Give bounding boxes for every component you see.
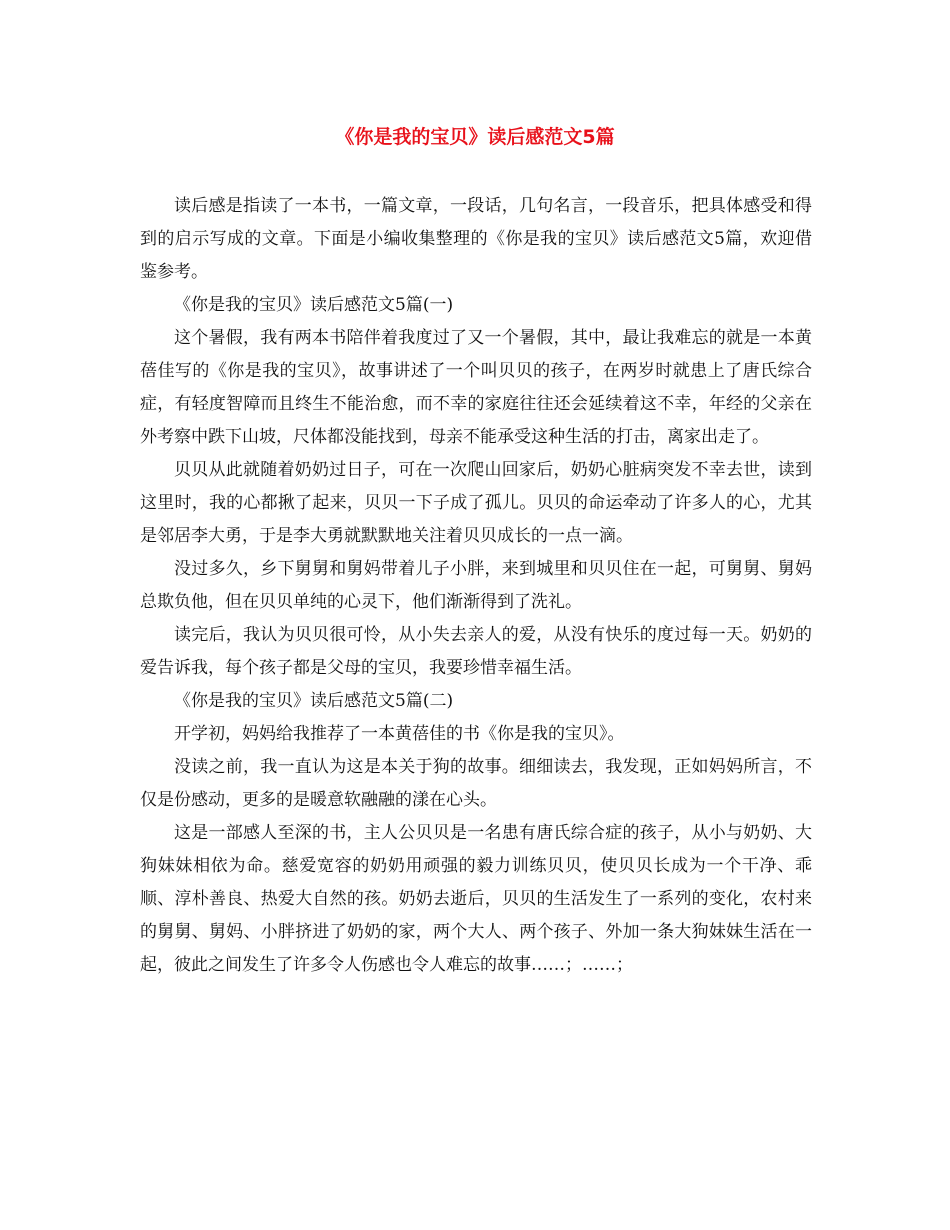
paragraph: 开学初，妈妈给我推荐了一本黄蓓佳的书《你是我的宝贝》。 xyxy=(174,724,625,744)
document-body xyxy=(140,190,812,982)
paragraph: 这个暑假，我有两本书陪伴着我度过了又一个暑假，其中，最让我难忘的就是一本黄蓓佳写的《你是我的宝贝》，故事讲述了一个叫贝贝的孩子，在两岁时就患上了唐氏综合症，有轻度智障而且终生不能治愈，而不幸的家庭往往还会延续着这不幸，年经的父亲在外考察中跌下山坡，尺体都没能找到，母亲不能承受这种生活的打击，离家出走了。 xyxy=(140,328,812,447)
paragraph: 贝贝从此就随着奶奶过日子，可在一次爬山回家后，奶奶心脏病突发不幸去世，读到这里时，我的心都揪了起来，贝贝一下子成了孤儿。贝贝的命运牵动了许多人的心，尤其是邻居李大勇，于是李大勇就默默地关注着贝贝成长的一点一滴。 xyxy=(140,460,812,546)
paragraph: 没读之前，我一直认为这是本关于狗的故事。细细读去，我发现，正如妈妈所言，不仅是份感动，更多的是暖意软融融的漾在心头。 xyxy=(140,757,812,810)
document-title: 《你是我的宝贝》读后感范文5篇 xyxy=(335,126,615,148)
paragraph: 没过多久，乡下舅舅和舅妈带着儿子小胖，来到城里和贝贝住在一起，可舅舅、舅妈总欺负他，但在贝贝单纯的心灵下，他们渐渐得到了洗礼。 xyxy=(140,559,812,612)
section-heading-1: 《你是我的宝贝》读后感范文5篇(一) xyxy=(174,295,454,315)
paragraph: 读完后，我认为贝贝很可怜，从小失去亲人的爱，从没有快乐的度过每一天。奶奶的爱告诉我，每个孩子都是父母的宝贝，我要珍惜幸福生活。 xyxy=(140,625,812,678)
paragraph-intro: 读后感是指读了一本书，一篇文章，一段话，几句名言，一段音乐，把具体感受和得到的启示写成的文章。下面是小编收集整理的《你是我的宝贝》读后感范文5篇，欢迎借鉴参考。 xyxy=(140,196,812,282)
section-heading-2: 《你是我的宝贝》读后感范文5篇(二) xyxy=(174,691,454,711)
paragraph: 这是一部感人至深的书，主人公贝贝是一名患有唐氏综合症的孩子，从小与奶奶、大狗妹妹相依为命。慈爱宽容的奶奶用顽强的毅力训练贝贝，使贝贝长成为一个干净、乖顺、淳朴善良、热爱大自然的孩。奶奶去逝后，贝贝的生活发生了一系列的变化，农村来的舅舅、舅妈、小胖挤进了奶奶的家，两个大人、两个孩子、外加一条大狗妹妹生活在一起，彼此之间发生了许多令人伤感也令人难忘的故事……；……； xyxy=(140,823,812,975)
